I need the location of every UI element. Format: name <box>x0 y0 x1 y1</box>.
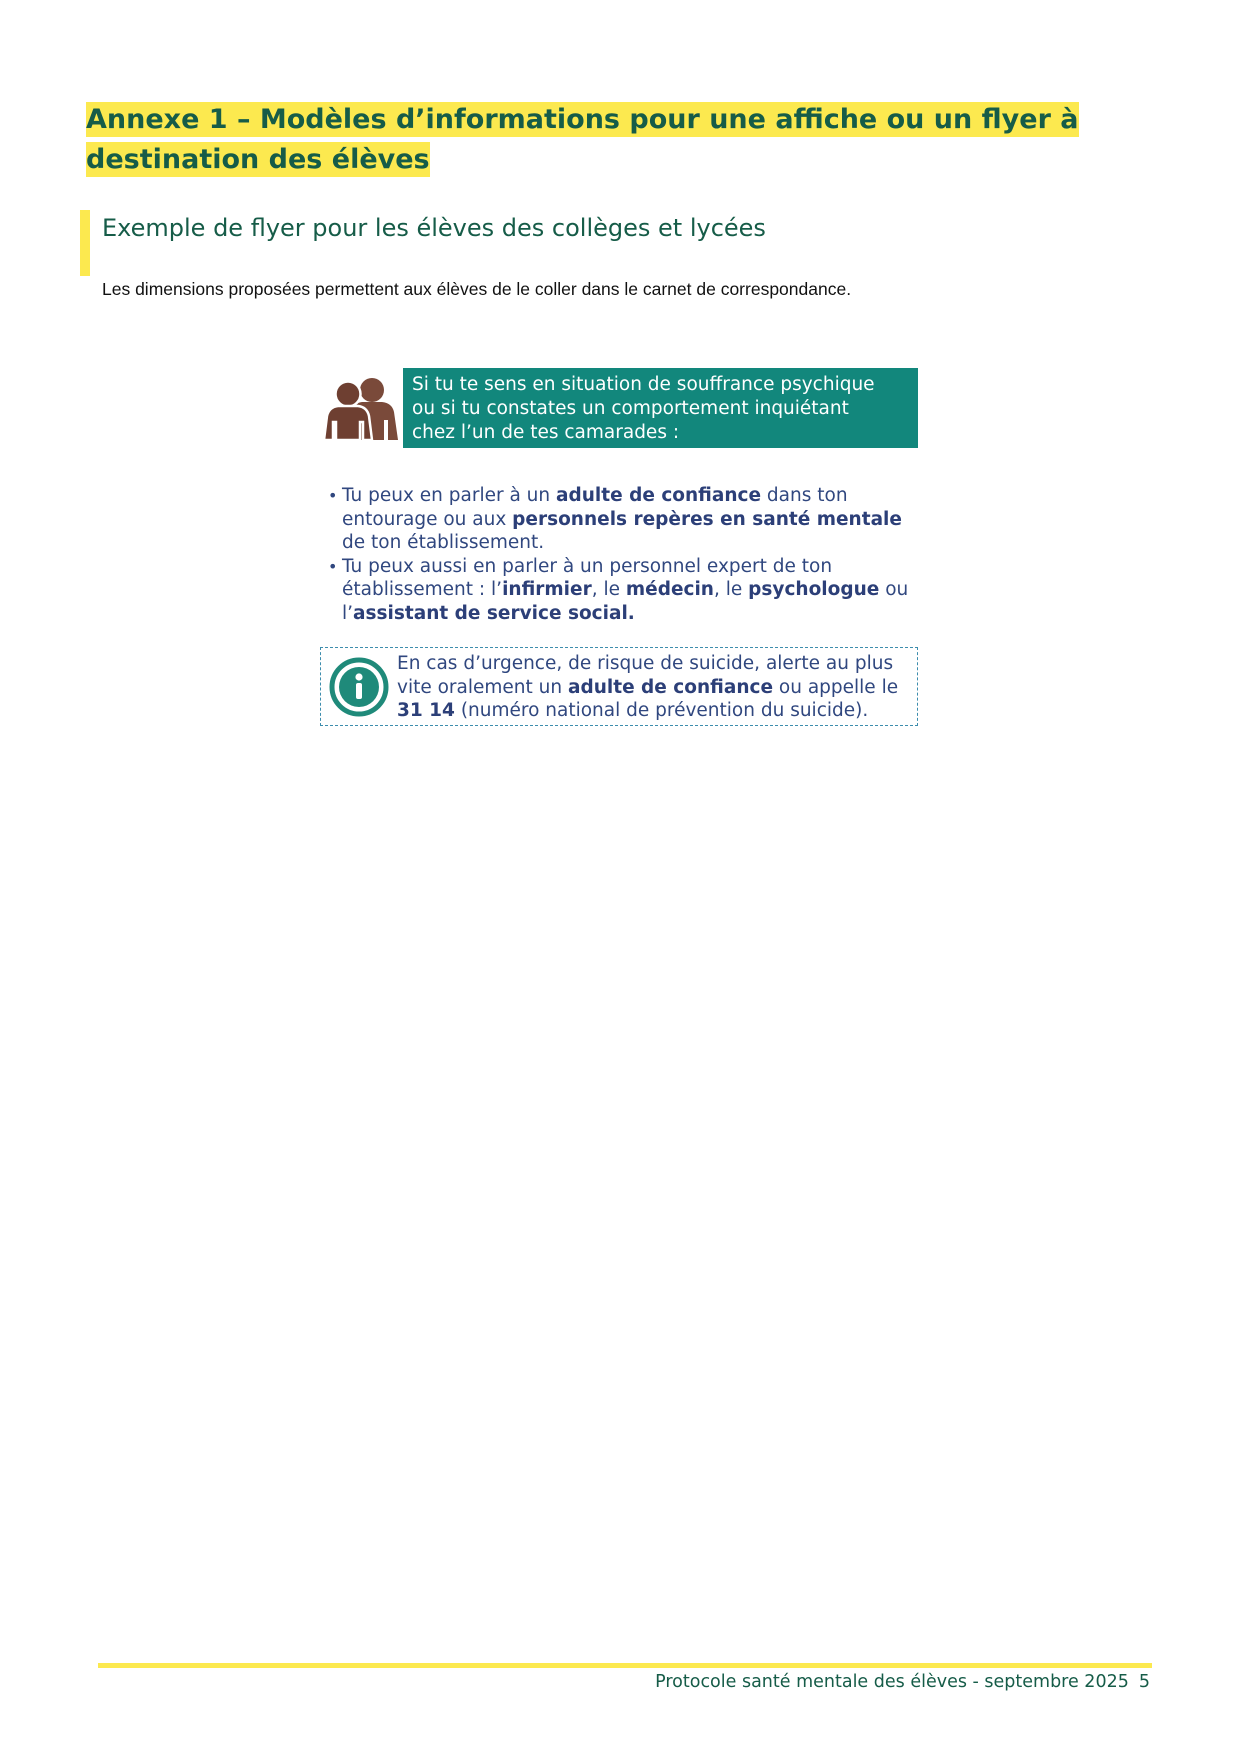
bullet-emphasis: assistant de service social. <box>353 602 635 624</box>
alert-text-part: En cas d’urgence, de risque de suicide, alerte au plus vite oralement un <box>397 653 894 698</box>
annex-title-line1: Annexe 1 – Modèles d’informations pour une affiche ou un flyer à <box>86 104 1079 135</box>
section-title: Exemple de flyer pour les élèves des collèges et lycées <box>102 214 766 242</box>
bullet-text: dans ton entourage ou aux <box>342 485 848 530</box>
hotline-number: 31 14 <box>397 700 455 721</box>
flyer-header <box>403 368 918 448</box>
annex-title-line2: destination des élèves <box>86 144 430 175</box>
bullet-emphasis: psychologue <box>748 579 880 600</box>
flyer-bullet-list <box>328 484 928 625</box>
intro-paragraph: Les dimensions proposées permettent aux élèves de le coller dans le carnet de correspondance. <box>102 279 852 299</box>
bullet-text: ou l’ <box>342 579 909 624</box>
bullet-emphasis: adulte de confiance <box>556 485 762 506</box>
alert-text-part: (numéro national de prévention du suicide). <box>454 700 869 721</box>
bullet-text: Tu peux aussi en parler à un personnel expert de ton établissement : l’ <box>342 555 833 600</box>
info-icon <box>329 657 389 717</box>
bullet-dot-icon: • <box>328 556 338 576</box>
flyer-header-text: Si tu te sens en situation de souffrance psychique ou si tu constates un comportement inquiétant chez l’un de tes camarades : <box>412 374 875 443</box>
bullet-text: , le <box>713 579 749 600</box>
bullet-text: , le <box>591 579 626 600</box>
bullet-text: de ton établissement. <box>342 532 545 553</box>
alert-text-part: ou appelle le <box>773 676 899 698</box>
page-number: 5 <box>1138 1672 1150 1692</box>
bullet-text: Tu peux en parler à un <box>342 485 557 506</box>
footer-divider <box>98 1663 1152 1668</box>
bullet-dot-icon: • <box>328 486 338 505</box>
list-item <box>328 484 928 555</box>
alert-text <box>397 652 907 723</box>
bullet-emphasis: médecin <box>625 579 714 600</box>
alert-emphasis: adulte de confiance <box>567 676 774 698</box>
bullet-emphasis: infirmier <box>502 579 592 600</box>
section-accent-bar <box>80 210 90 276</box>
footer-title: Protocole santé mentale des élèves - septembre 2025 <box>655 1672 1129 1692</box>
people-icon <box>322 376 400 442</box>
annex-title <box>86 100 1079 180</box>
bullet-emphasis: personnels repères en santé mentale <box>512 508 902 530</box>
emergency-alert-box <box>320 647 918 726</box>
list-item <box>328 555 928 626</box>
footer <box>655 1672 1150 1692</box>
